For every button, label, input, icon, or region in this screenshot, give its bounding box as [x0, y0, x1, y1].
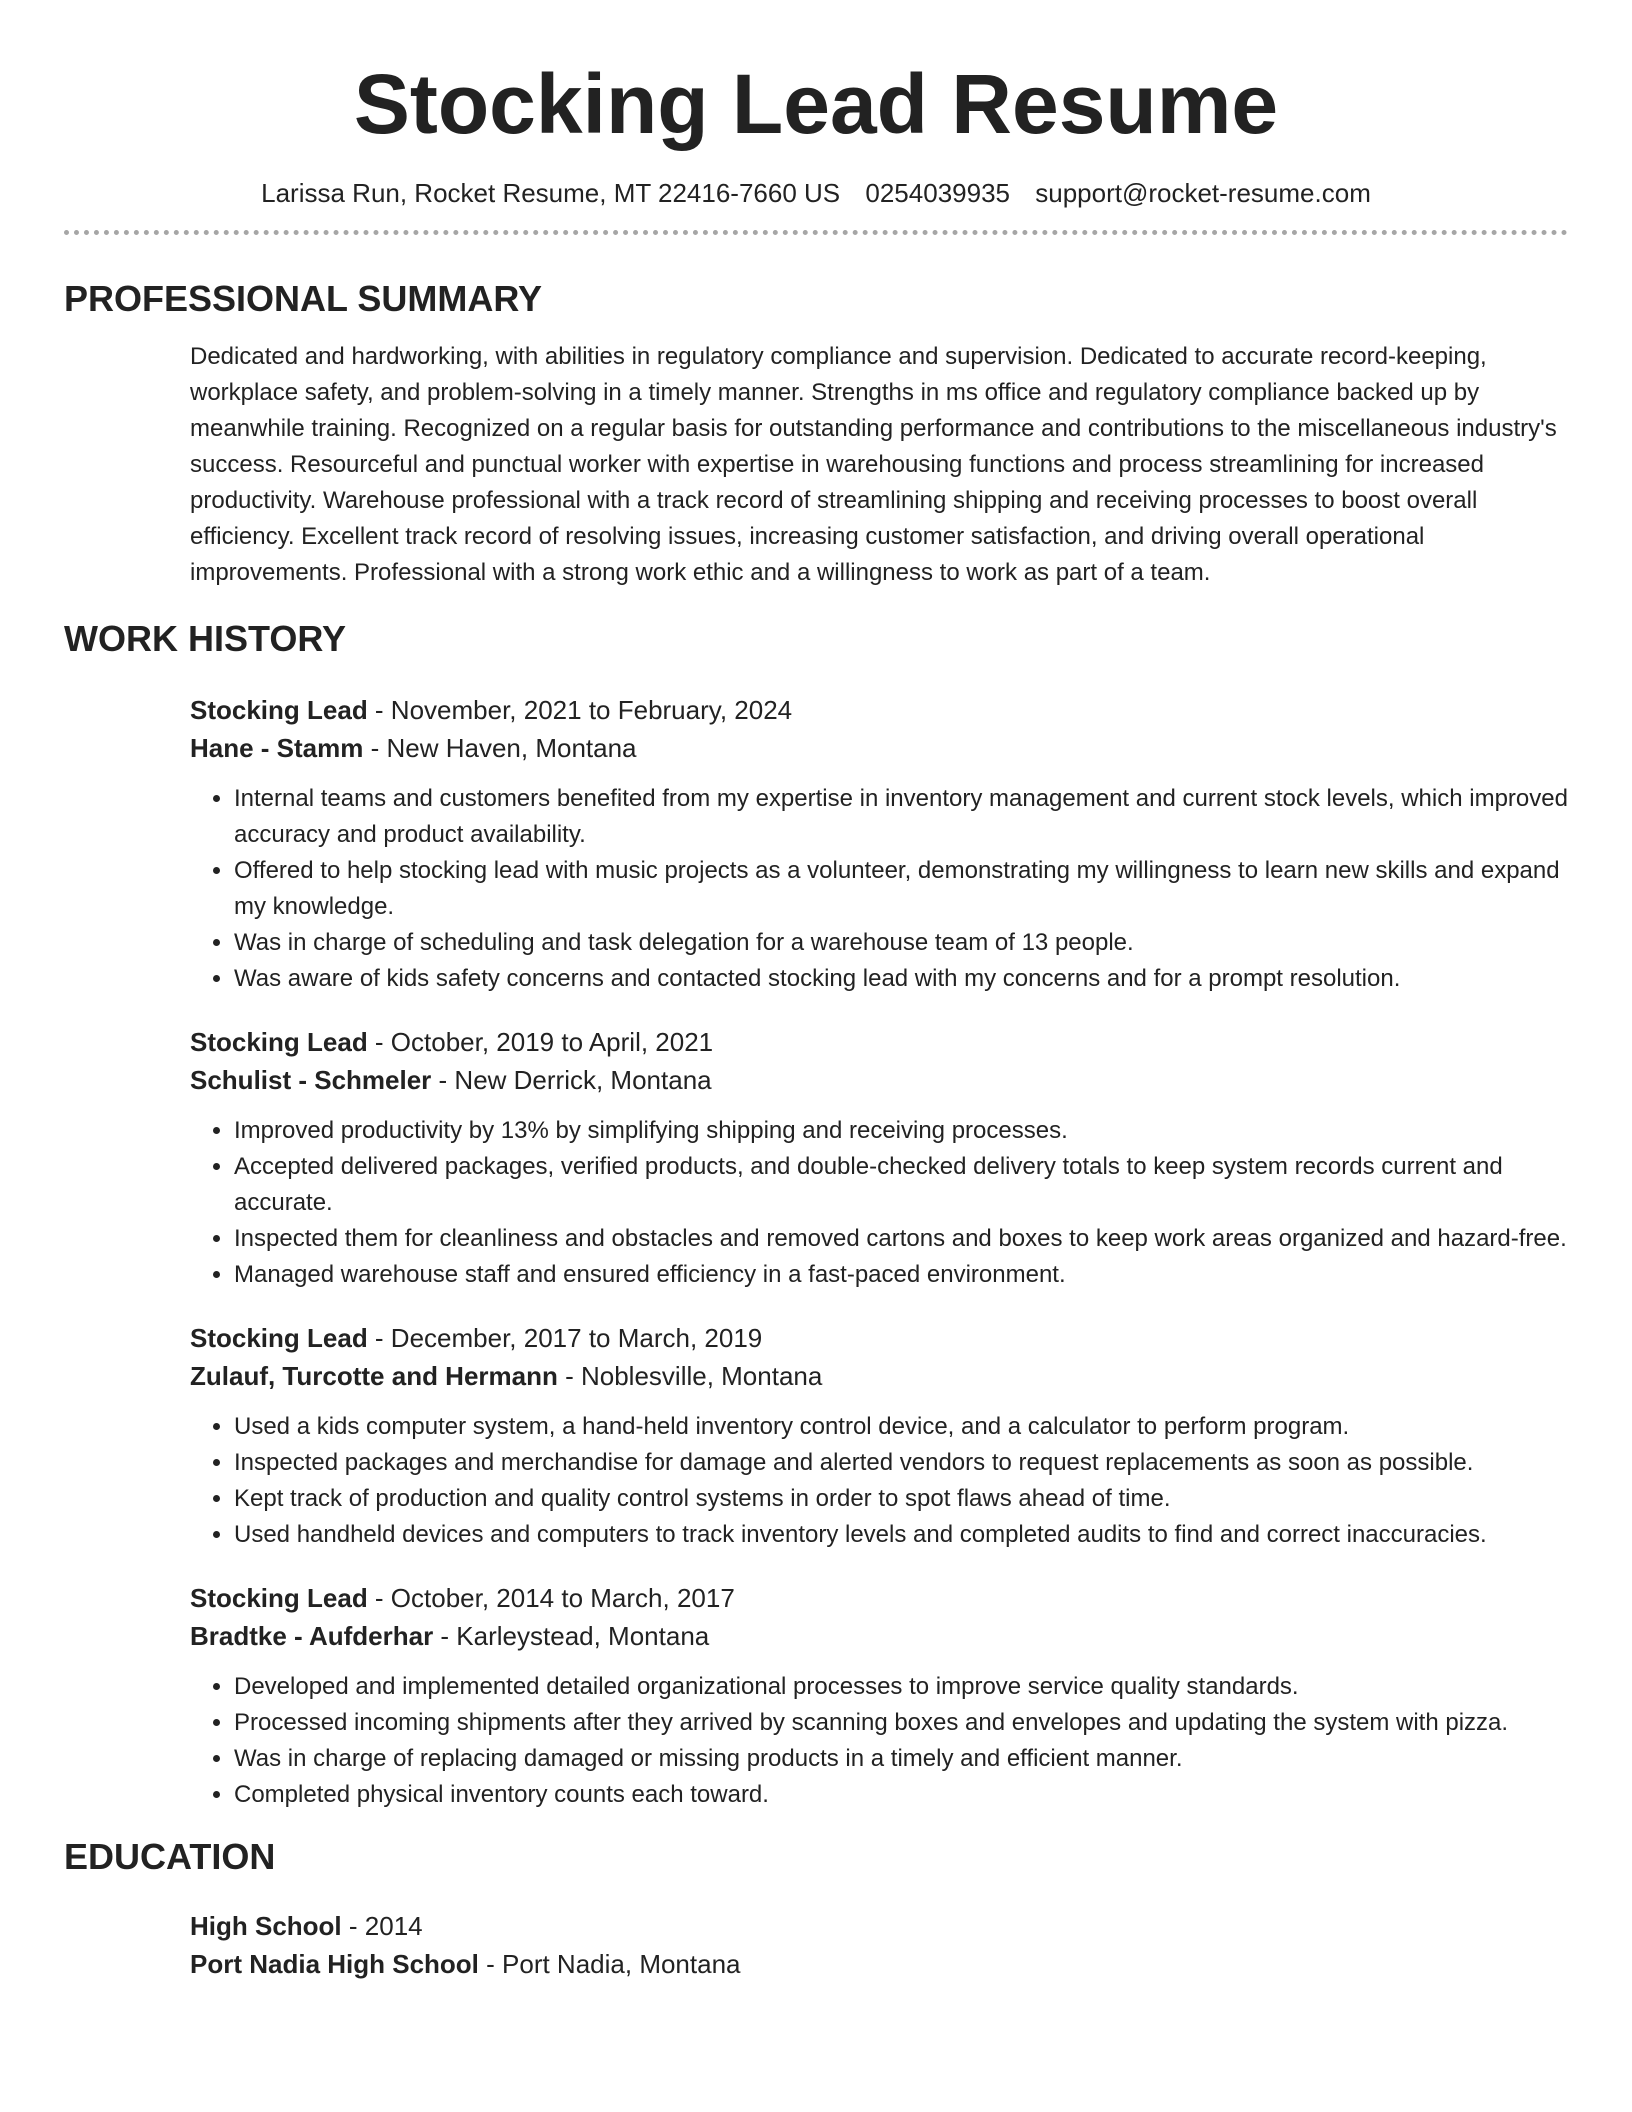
contact-address: Larissa Run, Rocket Resume, MT 22416-7660 US: [261, 178, 841, 208]
job-bullet: • Kept track of production and quality control systems in order to spot flaws ahead of time.: [234, 1481, 1568, 1517]
job-bullet: • Was aware of kids safety concerns and contacted stocking lead with my concerns and for a prompt resolution.: [234, 961, 1568, 997]
job-title: Stocking Lead: [190, 1583, 368, 1613]
job-bullet: • Was in charge of replacing damaged or missing products in a timely and efficient manner.: [234, 1741, 1568, 1777]
job-bullet: • Processed incoming shipments after they arrived by scanning boxes and envelopes and updating the system with pizza.: [234, 1705, 1568, 1741]
job-bullets: [190, 1113, 1568, 1293]
job-bullet: • Accepted delivered packages, verified products, and double-checked delivery totals to keep system records current and accurate.: [234, 1149, 1568, 1221]
education-year: - 2014: [341, 1911, 423, 1941]
job-company-line: [190, 1617, 1568, 1655]
job-location: - Noblesville, Montana: [557, 1361, 823, 1391]
job-company: Schulist - Schmeler: [190, 1065, 432, 1095]
education-school: Port Nadia High School: [190, 1949, 479, 1979]
education-location: - Port Nadia, Montana: [478, 1949, 741, 1979]
section-heading-work-history: WORK HISTORY: [64, 618, 347, 659]
education-school-line: [190, 1945, 1568, 1983]
job-dates: - October, 2019 to April, 2021: [367, 1027, 714, 1057]
education-degree: High School: [190, 1911, 342, 1941]
job-company-line: [190, 1061, 1568, 1099]
job-bullets: [190, 1669, 1568, 1813]
work-history-list: [190, 691, 1568, 1813]
job-bullet: • Developed and implemented detailed organizational processes to improve service quality standards.: [234, 1669, 1568, 1705]
job-bullet: • Internal teams and customers benefited from my expertise in inventory management and current stock levels, which improved accuracy and product availability.: [234, 781, 1568, 853]
job-bullet: • Inspected them for cleanliness and obstacles and removed cartons and boxes to keep work areas organized and hazard-free.: [234, 1221, 1568, 1257]
job-bullet: • Was in charge of scheduling and task delegation for a warehouse team of 13 people.: [234, 925, 1568, 961]
job-title-line: [190, 1023, 1568, 1061]
contact-phone: 0254039935: [865, 178, 1010, 208]
job-dates: - December, 2017 to March, 2019: [367, 1323, 763, 1353]
job-title: Stocking Lead: [190, 695, 368, 725]
job-bullet: • Used handheld devices and computers to track inventory levels and completed audits to find and correct inaccuracies.: [234, 1517, 1568, 1553]
job-company-line: [190, 1357, 1568, 1395]
job-location: - New Derrick, Montana: [431, 1065, 712, 1095]
job-bullet: • Improved productivity by 13% by simplifying shipping and receiving processes.: [234, 1113, 1568, 1149]
job-dates: - October, 2014 to March, 2017: [367, 1583, 735, 1613]
job-entry: [190, 1319, 1568, 1553]
contact-email: support@rocket-resume.com: [1035, 178, 1371, 208]
job-bullet: • Inspected packages and merchandise for damage and alerted vendors to request replacements as soon as possible.: [234, 1445, 1568, 1481]
job-bullets: [190, 781, 1568, 997]
job-entry: [190, 1023, 1568, 1293]
summary-text: Dedicated and hardworking, with abilities in regulatory compliance and supervision. Dedicated to accurate record-keeping, workplace safety, and problem-solving in a timely manner. Strengths in ms office and regulatory compliance backed up by meanwhile training. Recognized on a regular basis for outstanding performance and contributions to the miscellaneous industry's success. Resourceful and punctual worker with expertise in warehousing functions and process streamlining for increased productivity. Warehouse professional with a track record of streamlining shipping and receiving processes to boost overall efficiency. Excellent track record of resolving issues, increasing customer satisfaction, and driving overall operational improvements. Professional with a strong work ethic and a willingness to work as part of a team.: [190, 343, 1557, 586]
education-degree-line: [190, 1907, 1568, 1945]
job-title-line: [190, 1579, 1568, 1617]
job-entry: [190, 691, 1568, 997]
section-heading-summary: PROFESSIONAL SUMMARY: [64, 278, 543, 319]
job-entry: [190, 1579, 1568, 1813]
job-title-line: [190, 1319, 1568, 1357]
job-location: - New Haven, Montana: [363, 733, 637, 763]
job-dates: - November, 2021 to February, 2024: [367, 695, 793, 725]
contact-line: [64, 176, 1568, 210]
resume-title: Stocking Lead Resume: [353, 57, 1279, 151]
job-bullet: • Used a kids computer system, a hand-held inventory control device, and a calculator to perform program.: [234, 1409, 1568, 1445]
header-divider: [64, 230, 1568, 235]
job-bullets: [190, 1409, 1568, 1553]
job-title: Stocking Lead: [190, 1027, 368, 1057]
job-company: Hane - Stamm: [190, 733, 364, 763]
job-company: Zulauf, Turcotte and Hermann: [190, 1361, 558, 1391]
job-title: Stocking Lead: [190, 1323, 368, 1353]
job-title-line: [190, 691, 1568, 729]
education-entry: [190, 1907, 1568, 1983]
job-bullet: • Completed physical inventory counts each toward.: [234, 1777, 1568, 1813]
section-heading-education: EDUCATION: [64, 1836, 276, 1877]
job-location: - Karleystead, Montana: [433, 1621, 710, 1651]
job-company-line: [190, 729, 1568, 767]
job-bullet: • Managed warehouse staff and ensured efficiency in a fast-paced environment.: [234, 1257, 1568, 1293]
job-company: Bradtke - Aufderhar: [190, 1621, 434, 1651]
job-bullet: • Offered to help stocking lead with music projects as a volunteer, demonstrating my willingness to learn new skills and expand my knowledge.: [234, 853, 1568, 925]
